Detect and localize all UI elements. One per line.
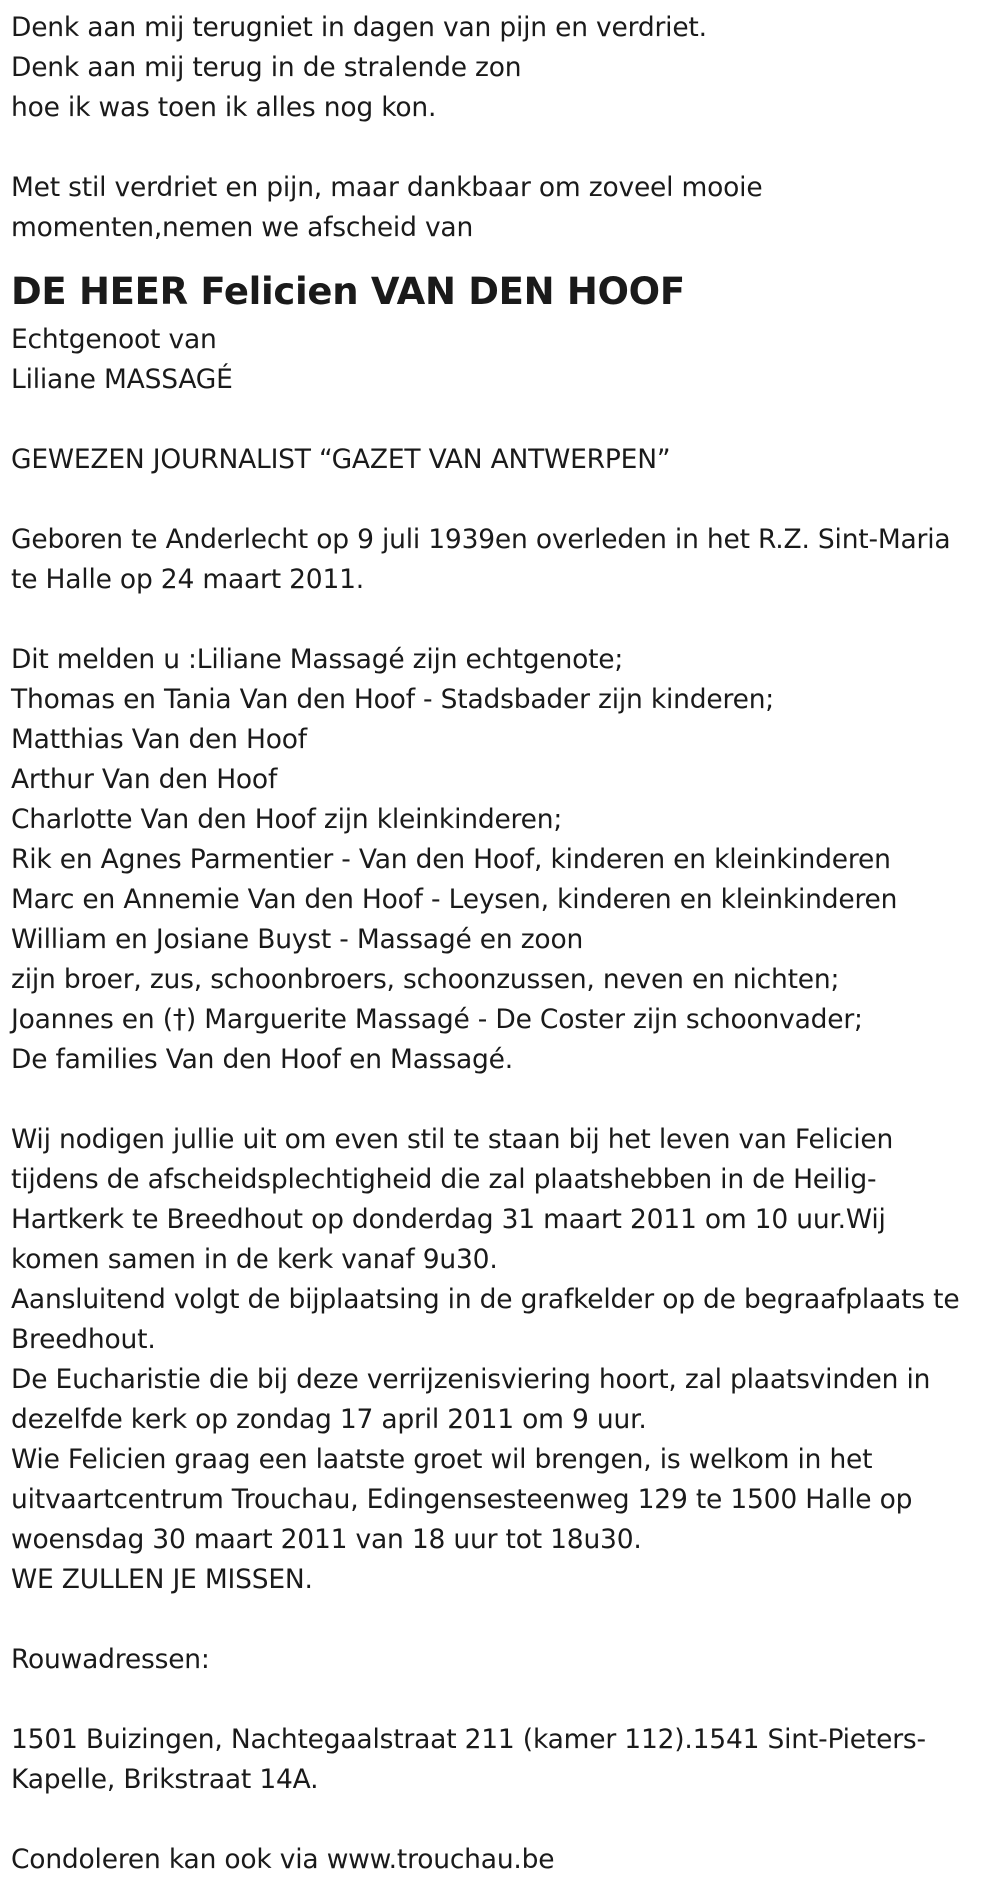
intro-section — [11, 168, 996, 248]
family-line: Dit melden u :Liliane Massagé zijn echtgenote; — [11, 644, 624, 675]
spacer — [11, 128, 996, 168]
family-line: De families Van den Hoof en Massagé. — [11, 1044, 513, 1075]
family-section — [11, 640, 996, 1080]
ceremony-line: woensdag 30 maart 2011 van 18 uur tot 18u30. — [11, 1524, 642, 1555]
poem-line: Denk aan mij terug in de stralende zon — [11, 52, 522, 83]
ceremony-line: Wie Felicien graag een laatste groet wil brengen, is welkom in het — [11, 1444, 873, 1475]
spouse-section — [11, 320, 996, 400]
ceremony-line: Breedhout. — [11, 1324, 156, 1355]
intro-line: Met stil verdriet en pijn, maar dankbaar om zoveel mooie — [11, 172, 763, 203]
family-line: Marc en Annemie Van den Hoof - Leysen, kinderen en kleinkinderen — [11, 884, 898, 915]
ceremony-section — [11, 1120, 996, 1600]
ceremony-line: De Eucharistie die bij deze verrijzenisviering hoort, zal plaatsvinden in — [11, 1364, 931, 1395]
condolences-line: Condoleren kan ook via www.trouchau.be — [11, 1844, 555, 1875]
family-line: zijn broer, zus, schoonbroers, schoonzussen, neven en nichten; — [11, 964, 840, 995]
ceremony-line: komen samen in de kerk vanaf 9u30. — [11, 1244, 498, 1275]
addresses-section — [11, 1720, 996, 1800]
intro-line: momenten,nemen we afscheid van — [11, 212, 474, 243]
ceremony-line: Wij nodigen jullie uit om even stil te staan bij het leven van Felicien — [11, 1124, 894, 1155]
family-line: Matthias Van den Hoof — [11, 724, 307, 755]
spacer — [11, 1080, 996, 1120]
spacer — [11, 1600, 996, 1640]
family-line: Charlotte Van den Hoof zijn kleinkinderen; — [11, 804, 563, 835]
addresses-label: Rouwadressen: — [11, 1644, 210, 1675]
address-line: Kapelle, Brikstraat 14A. — [11, 1764, 319, 1795]
family-line: Joannes en (†) Marguerite Massagé - De Coster zijn schoonvader; — [11, 1004, 863, 1035]
spacer — [11, 1680, 996, 1720]
spacer — [11, 1800, 996, 1840]
spacer — [11, 400, 996, 440]
ceremony-line: tijdens de afscheidsplechtigheid die zal plaatshebben in de Heilig- — [11, 1164, 877, 1195]
ceremony-line: WE ZULLEN JE MISSEN. — [11, 1564, 313, 1595]
family-line: Arthur Van den Hoof — [11, 764, 278, 795]
address-line: 1501 Buizingen, Nachtegaalstraat 211 (kamer 112).1541 Sint-Pieters- — [11, 1724, 926, 1755]
family-line: William en Josiane Buyst - Massagé en zoon — [11, 924, 584, 955]
poem-line: Denk aan mij terugniet in dagen van pijn en verdriet. — [11, 12, 707, 43]
spacer — [11, 480, 996, 520]
family-line: Rik en Agnes Parmentier - Van den Hoof, kinderen en kleinkinderen — [11, 844, 891, 875]
birth-death-section — [11, 520, 996, 600]
ceremony-line: Aansluitend volgt de bijplaatsing in de grafkelder op de begraafplaats te — [11, 1284, 960, 1315]
deceased-name: DE HEER Felicien VAN DEN HOOF — [11, 270, 685, 313]
birth-death-line: Geboren te Anderlecht op 9 juli 1939en overleden in het R.Z. Sint-Maria — [11, 524, 951, 555]
birth-death-line: te Halle op 24 maart 2011. — [11, 564, 365, 595]
spacer — [11, 600, 996, 640]
ceremony-line: uitvaartcentrum Trouchau, Edingensesteenweg 129 te 1500 Halle op — [11, 1484, 913, 1515]
ceremony-line: dezelfde kerk op zondag 17 april 2011 om 9 uur. — [11, 1404, 647, 1435]
poem-section — [11, 8, 996, 128]
poem-line: hoe ik was toen ik alles nog kon. — [11, 92, 437, 123]
family-line: Thomas en Tania Van den Hoof - Stadsbader zijn kinderen; — [11, 684, 775, 715]
ceremony-line: Hartkerk te Breedhout op donderdag 31 maart 2011 om 10 uur.Wij — [11, 1204, 886, 1235]
occupation: GEWEZEN JOURNALIST “GAZET VAN ANTWERPEN” — [11, 444, 671, 475]
spouse-label: Echtgenoot van — [11, 324, 217, 355]
spouse-name: Liliane MASSAGÉ — [11, 364, 233, 395]
obituary-notice — [11, 8, 996, 1880]
